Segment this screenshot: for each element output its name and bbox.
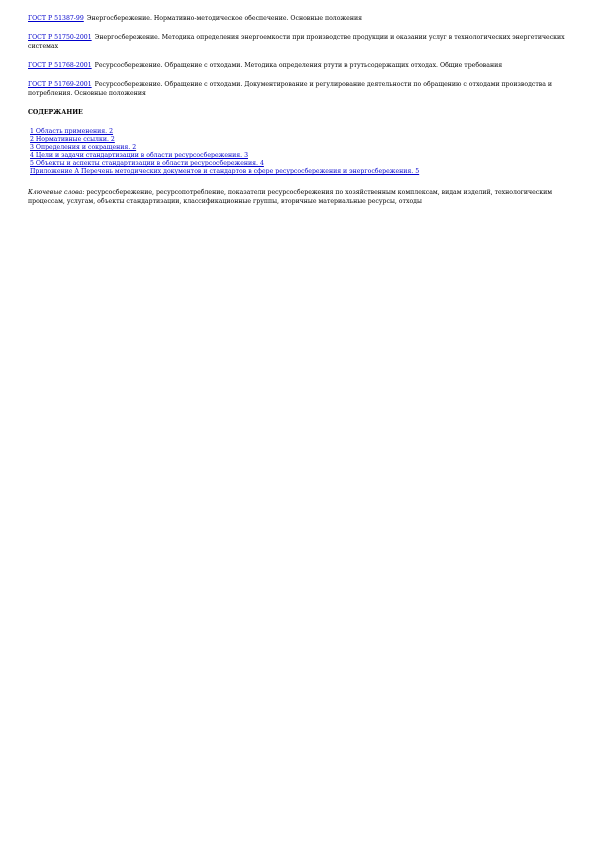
toc-link-1[interactable]: 1 Область применения. 2 bbox=[30, 128, 114, 135]
standard-link-3[interactable]: ГОСТ Р 51768-2001 bbox=[28, 62, 92, 69]
standard-title-2: Энергосбережение. Методика определения энергоемкости при производстве продукции и оказании услуг в технологических энергетических системах bbox=[28, 34, 565, 50]
standard-reference-2 bbox=[28, 33, 570, 51]
toc-link-5[interactable]: 5 Объекты и аспекты стандартизации в области ресурсосбережения. 4 bbox=[30, 160, 264, 167]
table-of-contents bbox=[30, 128, 570, 176]
standard-title-1: Энергосбережение. Нормативно-методическое обеспечение. Основные положения bbox=[86, 15, 362, 22]
standard-link-1[interactable]: ГОСТ Р 51387-99 bbox=[28, 15, 84, 22]
standard-link-2[interactable]: ГОСТ Р 51750-2001 bbox=[28, 34, 92, 41]
standard-link-4[interactable]: ГОСТ Р 51769-2001 bbox=[28, 81, 92, 88]
toc-item bbox=[30, 152, 570, 160]
standard-title-4: Ресурсосбережение. Обращение с отходами. Документирование и регулирование деятельности по обращению с отходами производства и потребления. Основные положения bbox=[28, 81, 553, 97]
standard-reference-1 bbox=[28, 14, 570, 23]
toc-link-2[interactable]: 2 Нормативные ссылки. 2 bbox=[30, 136, 115, 143]
toc-item bbox=[30, 160, 570, 168]
keywords-label: Ключевые слова: bbox=[28, 189, 85, 196]
standard-reference-3 bbox=[28, 61, 570, 70]
toc-item bbox=[30, 128, 570, 136]
toc-link-appendix[interactable]: Приложение А Перечень методических документов и стандартов в сфере ресурсосбережения и энергосбережения. 5 bbox=[30, 168, 420, 175]
toc-item bbox=[30, 136, 570, 144]
toc-link-4[interactable]: 4 Цели и задачи стандартизации в области ресурсосбережения. 3 bbox=[30, 152, 249, 159]
contents-heading: СОДЕРЖАНИЕ bbox=[28, 109, 83, 116]
standard-title-3: Ресурсосбережение. Обращение с отходами. Методика определения ртути в ртутьсодержащих отходах. Общие требования bbox=[94, 62, 503, 69]
keywords-text: ресурсосбережение, ресурсопотребление, показатели ресурсосбережения по хозяйственным комплексам, видам изделий, технологическим процессам, услугам, объекты стандартизации, классификационные группы, вторичные материальные ресурсы, отходы bbox=[28, 189, 553, 205]
toc-item bbox=[30, 144, 570, 152]
keywords-paragraph bbox=[28, 188, 570, 206]
document-page bbox=[28, 14, 570, 206]
standard-reference-4 bbox=[28, 80, 570, 98]
toc-item bbox=[30, 168, 570, 176]
toc-link-3[interactable]: 3 Определения и сокращения. 2 bbox=[30, 144, 137, 151]
